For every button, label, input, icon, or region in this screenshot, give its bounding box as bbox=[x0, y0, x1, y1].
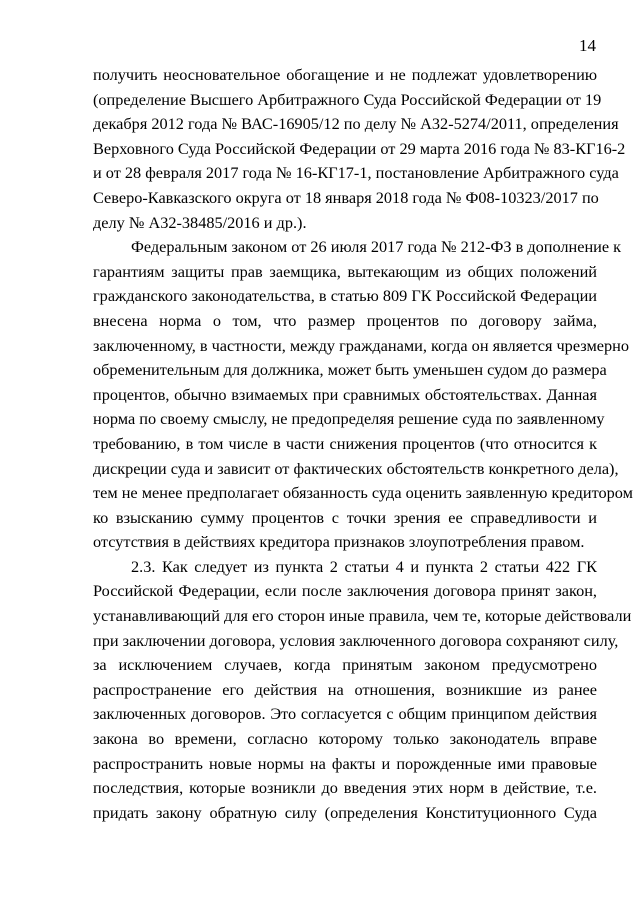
text-line: заключенному, в частности, между гражданами, когда он является чрезмерно bbox=[93, 335, 629, 355]
text-line: придать закону обратную силу (определения Конституционного Суда bbox=[93, 802, 597, 822]
text-line: обременительным для должника, может быть уменьшен судом до размера bbox=[93, 360, 607, 380]
text-line: требованию, в том числе в части снижения процентов (что относится к bbox=[93, 433, 597, 453]
text-line: и от 28 февраля 2017 года № 16-КГ17-1, постановление Арбитражного суда bbox=[93, 163, 619, 183]
paragraph-3 bbox=[93, 555, 632, 826]
text-line: распространить новые нормы на факты и порожденные ими правовые bbox=[93, 753, 597, 773]
text-line: распространение его действия на отношения, возникшие из ранее bbox=[93, 679, 597, 699]
text-line: тем не менее предполагает обязанность суда оценить заявленную кредитором bbox=[93, 483, 633, 503]
text-line: за исключением случаев, когда принятым законом предусмотрено bbox=[93, 655, 597, 675]
text-line: последствия, которые возникли до введения этих норм в действие, т.е. bbox=[93, 778, 597, 798]
text-line: норма по своему смыслу, не предопределяя решение суда по заявленному bbox=[93, 409, 605, 429]
text-line: заключенных договоров. Это согласуется с общим принципом действия bbox=[93, 704, 597, 724]
text-line: Российской Федерации, если после заключения договора принят закон, bbox=[93, 581, 597, 601]
page-number: 14 bbox=[579, 36, 596, 55]
text-line: 2.3. Как следует из пункта 2 статьи 4 и пункта 2 статьи 422 ГК bbox=[131, 556, 597, 576]
text-line: устанавливающий для его сторон иные правила, чем те, которые действовали bbox=[93, 606, 632, 626]
text-line: ко взысканию сумму процентов с точки зрения ее справедливости и bbox=[93, 507, 597, 527]
text-line: дискреции суда и зависит от фактических обстоятельств конкретного дела), bbox=[93, 458, 619, 478]
text-line: гарантиям защиты прав заемщика, вытекающим из общих положений bbox=[93, 261, 597, 281]
paragraph-1 bbox=[93, 63, 626, 235]
text-line: Верховного Суда Российской Федерации от 29 марта 2016 года № 83-КГ16-2 bbox=[93, 138, 626, 158]
text-line: (определение Высшего Арбитражного Суда Российской Федерации от 19 bbox=[93, 89, 602, 109]
paragraph-2 bbox=[93, 235, 633, 555]
text-line: получить неосновательное обогащение и не подлежат удовлетворению bbox=[93, 65, 597, 84]
text-line: делу № А32-38485/2016 и др.). bbox=[93, 212, 307, 232]
text-line: внесена норма о том, что размер процентов по договору займа, bbox=[93, 310, 597, 330]
text-line: процентов, обычно взимаемых при сравнимых обстоятельствах. Данная bbox=[93, 384, 597, 404]
text-line: отсутствия в действиях кредитора признаков злоупотребления правом. bbox=[93, 532, 585, 552]
text-line: Северо-Кавказского округа от 18 января 2018 года № Ф08-10323/2017 по bbox=[93, 187, 599, 207]
text-line: закона во времени, согласно которому только законодатель вправе bbox=[93, 729, 597, 749]
text-line: гражданского законодательства, в статью 809 ГК Российской Федерации bbox=[93, 286, 597, 306]
text-line: при заключении договора, условия заключенного договора сохраняют силу, bbox=[93, 630, 619, 650]
text-line: Федеральным законом от 26 июля 2017 года № 212-ФЗ в дополнение к bbox=[131, 237, 622, 257]
document-body bbox=[93, 63, 633, 825]
text-line: декабря 2012 года № ВАС-16905/12 по делу № А32-5274/2011, определения bbox=[93, 114, 619, 134]
